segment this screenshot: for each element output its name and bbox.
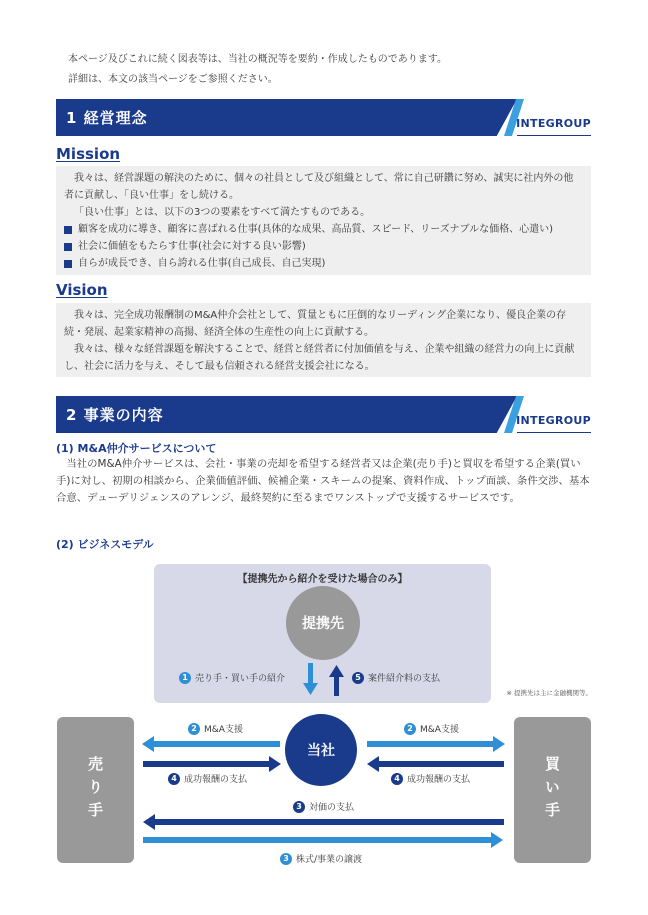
step-number-badge: 5	[352, 672, 364, 684]
mission-heading: Mission	[56, 145, 121, 163]
partner-circle: 提携先	[286, 586, 360, 660]
mission-bullet: 顧客を成功に導き、顧客に喜ばれる仕事(具体的な成果、高品質、スピード、リーズナブルな価格、心遣い)	[64, 221, 583, 238]
intro-line-1: 本ページ及びこれに続く図表等は、当社の概況等を要約・作成したものであります。	[68, 54, 447, 65]
vision-heading: Vision	[56, 281, 108, 299]
flow-3-price-label: 3 対価の支払	[293, 800, 354, 813]
mission-bullet: 自らが成長でき、自ら誇れる仕事(自己成長、自己実現)	[64, 255, 583, 272]
integroup-logo: INTEGROUP	[516, 117, 591, 130]
mission-paragraph-1: 我々は、経営課題の解決のために、個々の社員として及び組織として、常に自己研鑽に努め、誠実に社内外の他者に貢献し、「良い仕事」をし続ける。	[64, 173, 574, 201]
mission-paragraph-2: 「良い仕事」とは、以下の3つの要素をすべて満たすものである。	[74, 207, 371, 218]
partner-note: ※ 提携先は主に金融機関等。	[506, 689, 592, 697]
arrow-2-support-buyer	[367, 736, 505, 752]
section-2-title: 2 事業の内容	[66, 406, 164, 424]
company-circle: 当社	[285, 714, 357, 786]
buyer-box: 買い手	[514, 717, 591, 863]
vision-paragraph-2: 我々は、様々な経営課題を解決することで、経営と経営者に付加価値を与え、企業や組織の経営力の向上に貢献し、社会に活力を与え、そして最も信頼される経営支援会社になる。	[64, 344, 575, 372]
arrow-1-referral	[303, 663, 318, 695]
seller-box: 売り手	[57, 717, 134, 863]
subheading-business-model: (2) ビジネスモデル	[56, 538, 154, 551]
mission-bullet: 社会に価値をもたらす仕事(社会に対する良い影響)	[64, 238, 583, 255]
step-number-badge: 3	[293, 801, 305, 813]
step-number-badge: 1	[179, 672, 191, 684]
flow-4-left-label: 4 成功報酬の支払	[168, 772, 247, 785]
step-number-badge: 4	[168, 773, 180, 785]
flow-5-label: 5 案件紹介料の支払	[352, 671, 440, 684]
flow-2-right-label: 2 M&A支援	[404, 722, 459, 735]
subheading-ma-service: (1) M&A仲介サービスについて	[56, 442, 217, 455]
step-number-badge: 3	[280, 853, 292, 865]
section-1-title: 1 経営理念	[66, 109, 148, 127]
arrow-4-fee-seller	[143, 756, 281, 772]
flow-4-right-label: 4 成功報酬の支払	[391, 772, 470, 785]
integroup-logo: INTEGROUP	[516, 414, 591, 427]
partner-box-title: 【提携先から紹介を受けた場合のみ】	[237, 574, 408, 585]
step-number-badge: 2	[188, 723, 200, 735]
arrow-4-fee-buyer	[367, 756, 504, 772]
vision-paragraph-1: 我々は、完全成功報酬制のM&A仲介会社として、質量ともに圧倒的なリーディング企業になり、優良企業の存続・発展、起業家精神の高揚、経済全体の生産性の向上に貢献する。	[64, 310, 567, 338]
intro-line-2: 詳細は、本文の該当ページをご参照ください。	[68, 74, 278, 85]
flow-3-shares-label: 3 株式/事業の譲渡	[280, 852, 362, 865]
flow-1-label: 1 売り手・買い手の紹介	[179, 671, 285, 684]
arrow-5-referral-fee	[329, 665, 344, 696]
arrow-3-price-payment	[143, 814, 504, 830]
arrow-2-support-seller	[142, 736, 280, 752]
arrow-3-share-transfer	[143, 832, 503, 848]
step-number-badge: 2	[404, 723, 416, 735]
step-number-badge: 4	[391, 773, 403, 785]
flow-2-left-label: 2 M&A支援	[188, 722, 243, 735]
ma-service-description: 当社のM&A仲介サービスは、会社・事業の売却を希望する経営者又は企業(売り手)と買収を希望する企業(買い手)に対し、初期の相談から、企業価値評価、候補企業・スキームの提案、資料作成、トップ面談、条件交渉、基本合意、デューデリジェンスのアレンジ、最終契約に至るまでワンストップで支援するサービスです。	[56, 458, 590, 504]
